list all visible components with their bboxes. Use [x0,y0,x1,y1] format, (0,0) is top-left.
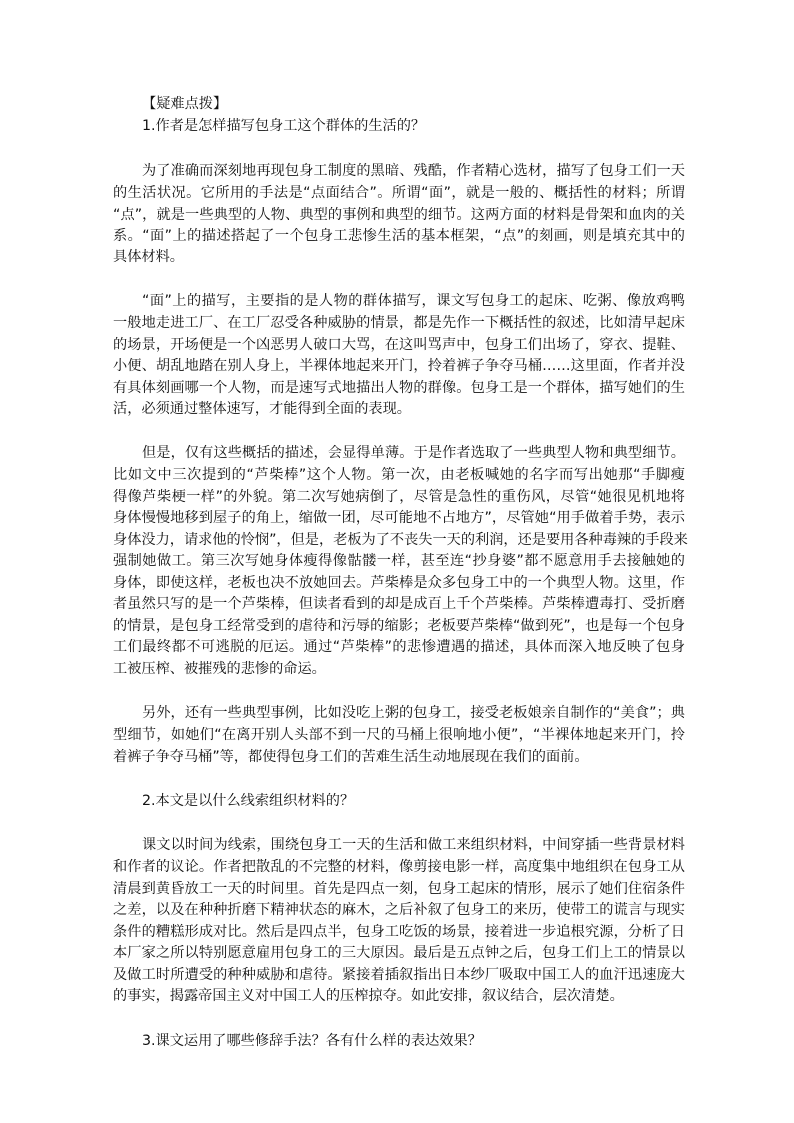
paragraph-2-line: 有具体刻画哪一个人物，而是速写式地描出人物的群像。包身工是一个群体，描写她们的生 [113,380,685,396]
paragraph-3-line: 工们最终都不可逃脱的厄运。通过“芦柴棒”的悲惨遭遇的描述，具体而深入地反映了包身 [113,639,685,655]
paragraph-2-line: 小便、胡乱地踏在别人身上，半裸体地起来开门，拎着裤子争夺马桶……这里面，作者并没 [113,358,685,374]
paragraph-5-line: 本厂家之所以特别愿意雇用包身工的三大原因。最后是五点钟之后，包身工们上工的情景以 [113,945,685,961]
paragraph-3-line: 身体没力，请求他的怜悯”，但是，老板为了不丧失一天的利润，还是要用各种毒辣的手段来 [113,532,688,548]
paragraph-3-line: 强制她做工。第三次写她身体瘦得像骷髅一样，甚至连“抄身婆”都不愿意用手去接触她的 [113,553,685,569]
paragraph-5-line: 清晨到黄昏放工一天的时间里。首先是四点一刻，包身工起床的情形，展示了她们住宿条件 [113,881,685,897]
paragraph-2-line: 的场景，开场便是一个凶恶男人破口大骂，在这叫骂声中，包身工们出场了，穿衣、提鞋、 [113,337,685,353]
paragraph-5-line: 课文以时间为线索，围绕包身工一天的生活和做工来组织材料，中间穿插一些背景材料 [142,837,685,853]
paragraph-3-line: 工被压榨、被摧残的悲惨的命运。 [113,661,326,677]
question-2: 2.本文是以什么线索组织材料的？ [142,793,355,809]
paragraph-3-line: 比如文中三次提到的“芦柴棒”这个人物。第一次，由老板喊她的名字而写出她那“手脚瘦 [113,467,685,483]
paragraph-2-line: “面”上的描写，主要指的是人物的群体描写，课文写包身工的起床、吃粥、像放鸡鸭 [142,293,685,309]
question-3: 3.课文运用了哪些修辞手法？各有什么样的表达效果？ [142,1033,482,1049]
paragraph-3-line: 身体，即使这样，老板也决不放她回去。芦柴棒是众多包身工中的一个典型人物。这里，作 [113,575,685,591]
paragraph-3-line: 身体慢慢地移到屋子的角上，缩做一团，尽可能地不占地方”，尽管她“用手做着手势，表示 [113,510,685,526]
paragraph-3-line: 但是，仅有这些概括的描述，会显得单薄。于是作者选取了一些典型人物和典型细节。 [142,445,685,461]
paragraph-5-line: 条件的糟糕形成对比。然后是四点半，包身工吃饭的场景，接着进一步追根究源，分析了日 [113,924,685,940]
paragraph-5-line: 和作者的议论。作者把散乱的不完整的材料，像剪接电影一样，高度集中地组织在包身工从 [113,859,685,875]
paragraph-3-line: 的情景，是包身工经常受到的虐待和污辱的缩影；老板要芦柴棒“做到死”，也是每一个包身 [113,618,685,634]
paragraph-4-line: 着裤子争夺马桶”等，都使得包身工们的苦难生活生动地展现在我们的面前。 [113,749,589,765]
paragraph-3-line: 得像芦柴梗一样”的外貌。第二次写她病倒了，尽管是急性的重伤风，尽管“她很见机地将 [113,489,685,505]
section-heading: 【疑难点拨】 [142,96,228,112]
paragraph-5-line: 的事实，揭露帝国主义对中国工人的压榨掠夺。如此安排，叙议结合，层次清楚。 [113,988,624,1004]
paragraph-1-line: 具体材料。 [113,249,184,265]
paragraph-1-line: 的生活状况。它所用的手法是“点面结合”。所谓“面”，就是一般的、概括性的材料；所谓 [113,185,685,201]
paragraph-1-line: “点”，就是一些典型的人物、典型的事例和典型的细节。这两方面的材料是骨架和血肉的关 [113,207,685,223]
question-1: 1.作者是怎样描写包身工这个群体的生活的？ [142,118,426,134]
paragraph-4-line: 另外，还有一些典型事例，比如没吃上粥的包身工，接受老板娘亲自制作的“美食”；典 [142,705,685,721]
paragraph-1-line: 为了准确而深刻地再现包身工制度的黑暗、残酷，作者精心选材，描写了包身工们一天 [142,163,685,179]
paragraph-5-line: 及做工时所遭受的种种威胁和虐待。紧接着插叙指出日本纱厂吸取中国工人的血汗迅速庞大 [113,967,685,983]
paragraph-3-line: 者虽然只写的是一个芦柴棒，但读者看到的却是成百上千个芦柴棒。芦柴棒遭毒打、受折磨 [113,596,685,612]
paragraph-2-line: 活，必须通过整体速写，才能得到全面的表现。 [113,401,411,417]
paragraph-5-line: 之差，以及在种种折磨下精神状态的麻木，之后补叙了包身工的来历，使带工的谎言与现实 [113,902,685,918]
paragraph-4-line: 型细节，如她们“在离开别人头部不到一尺的马桶上很响地小便”，“半裸体地起来开门，拎 [113,727,685,743]
paragraph-1-line: 系。“面”上的描述搭起了一个包身工悲惨生活的基本框架，“点”的刻画，则是填充其中的 [113,228,685,244]
paragraph-2-line: 一般地走进工厂、在工厂忍受各种威胁的情景，都是先作一下概括性的叙述，比如清早起床 [113,315,685,331]
